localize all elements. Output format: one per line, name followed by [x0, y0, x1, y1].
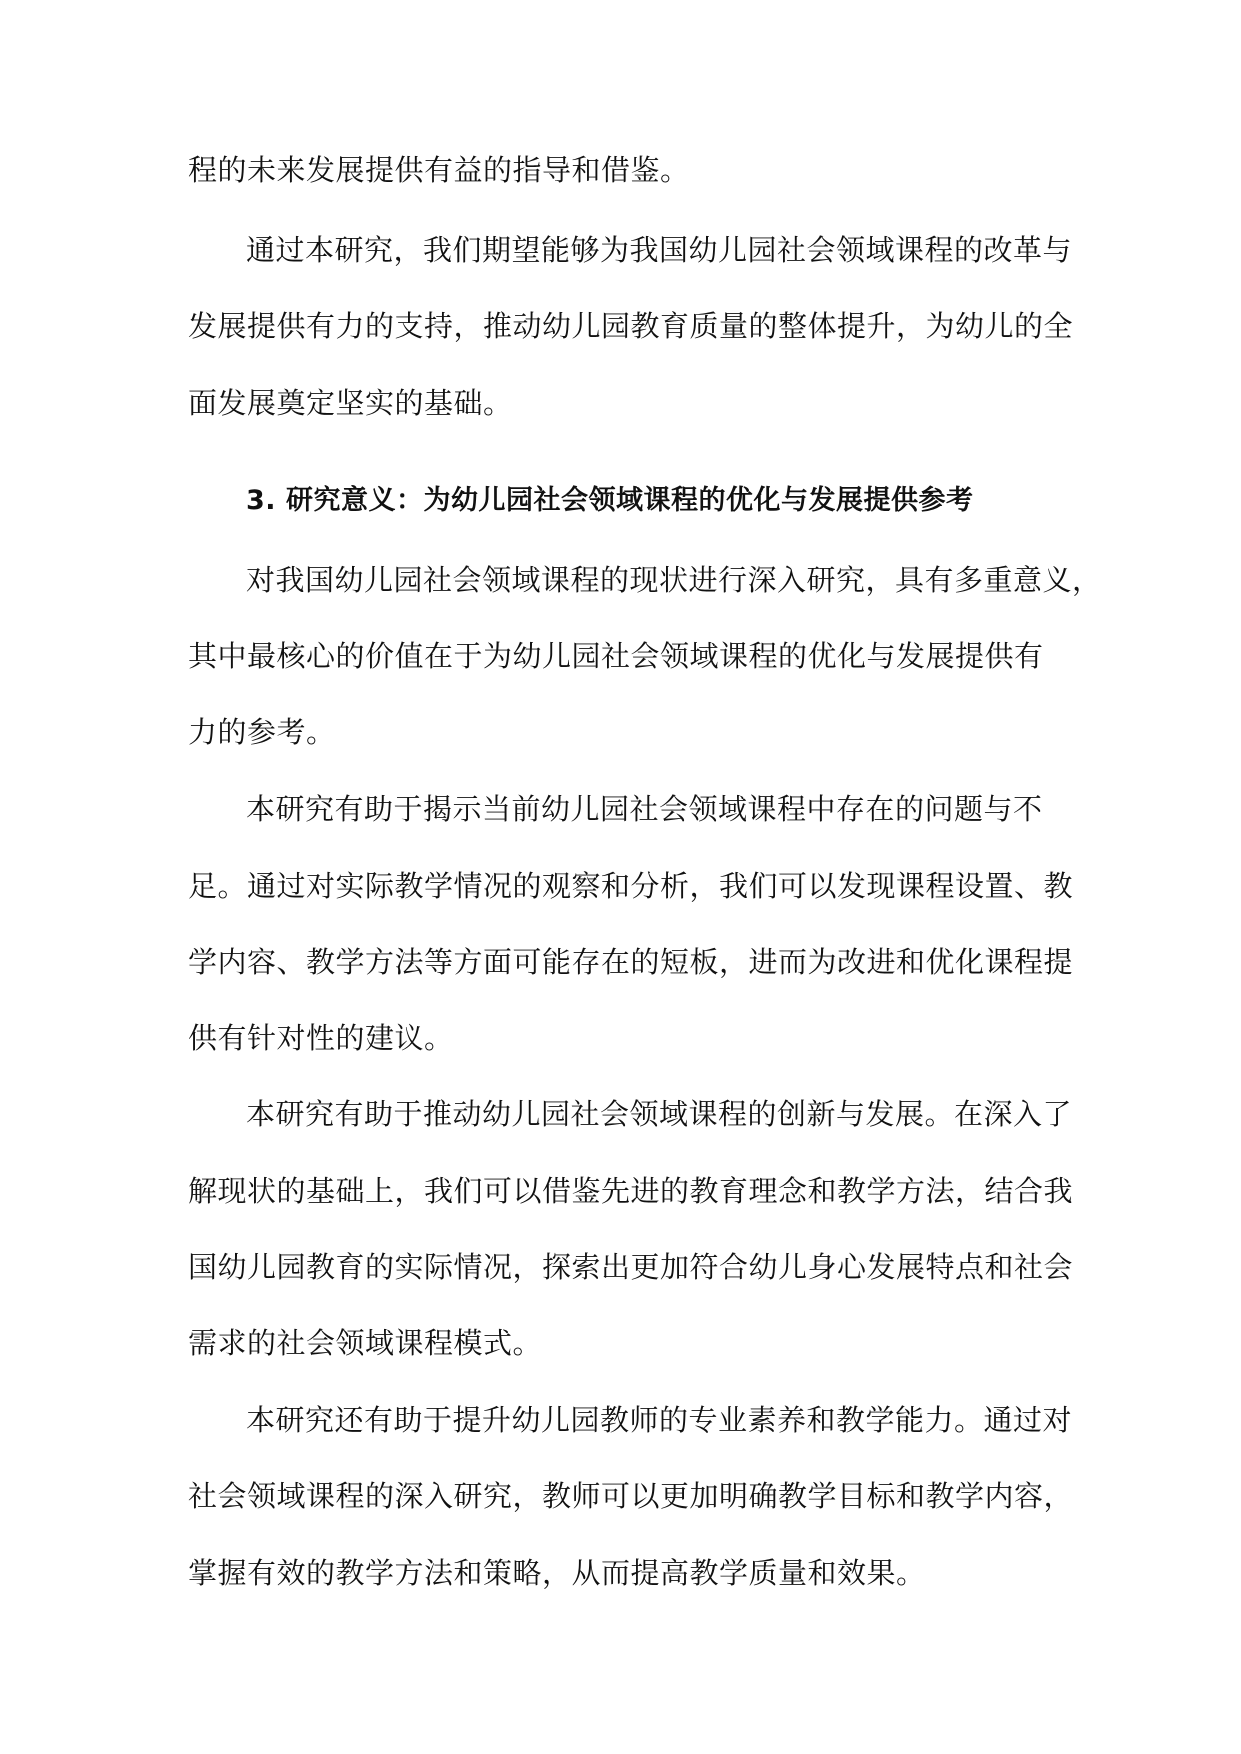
- paragraph-line: 本研究有助于推动幼儿园社会领域课程的创新与发展。在深入了: [246, 1097, 1073, 1131]
- paragraph-line: 其中最核心的价值在于为幼儿园社会领域课程的优化与发展提供有: [188, 639, 1044, 673]
- paragraph-line: 足。通过对实际教学情况的观察和分析，我们可以发现课程设置、教: [188, 869, 1074, 903]
- paragraph-line: 本研究有助于揭示当前幼儿园社会领域课程中存在的问题与不: [246, 792, 1043, 826]
- paragraph-line: 解现状的基础上，我们可以借鉴先进的教育理念和教学方法，结合我: [188, 1174, 1074, 1208]
- section-heading: 3. 研究意义：为幼儿园社会领域课程的优化与发展提供参考: [246, 485, 974, 516]
- paragraph-line: 面发展奠定坚实的基础。: [188, 386, 513, 420]
- paragraph-line: 对我国幼儿园社会领域课程的现状进行深入研究，具有多重意义，: [246, 563, 1102, 597]
- paragraph-line: 社会领域课程的深入研究，教师可以更加明确教学目标和教学内容，: [188, 1479, 1074, 1513]
- paragraph-line: 掌握有效的教学方法和策略，从而提高教学质量和效果。: [188, 1556, 926, 1590]
- paragraph-line: 学内容、教学方法等方面可能存在的短板，进而为改进和优化课程提: [188, 945, 1074, 979]
- paragraph-line: 本研究还有助于提升幼儿园教师的专业素养和教学能力。通过对: [246, 1403, 1073, 1437]
- paragraph-line: 通过本研究，我们期望能够为我国幼儿园社会领域课程的改革与: [246, 233, 1073, 267]
- paragraph-line: 力的参考。: [188, 715, 336, 749]
- paragraph-line: 程的未来发展提供有益的指导和借鉴。: [188, 153, 690, 187]
- paragraph-line: 供有针对性的建议。: [188, 1021, 454, 1055]
- paragraph-line: 发展提供有力的支持，推动幼儿园教育质量的整体提升，为幼儿的全: [188, 309, 1074, 343]
- paragraph-line: 国幼儿园教育的实际情况，探索出更加符合幼儿身心发展特点和社会: [188, 1250, 1074, 1284]
- paragraph-line: 需求的社会领域课程模式。: [188, 1326, 543, 1360]
